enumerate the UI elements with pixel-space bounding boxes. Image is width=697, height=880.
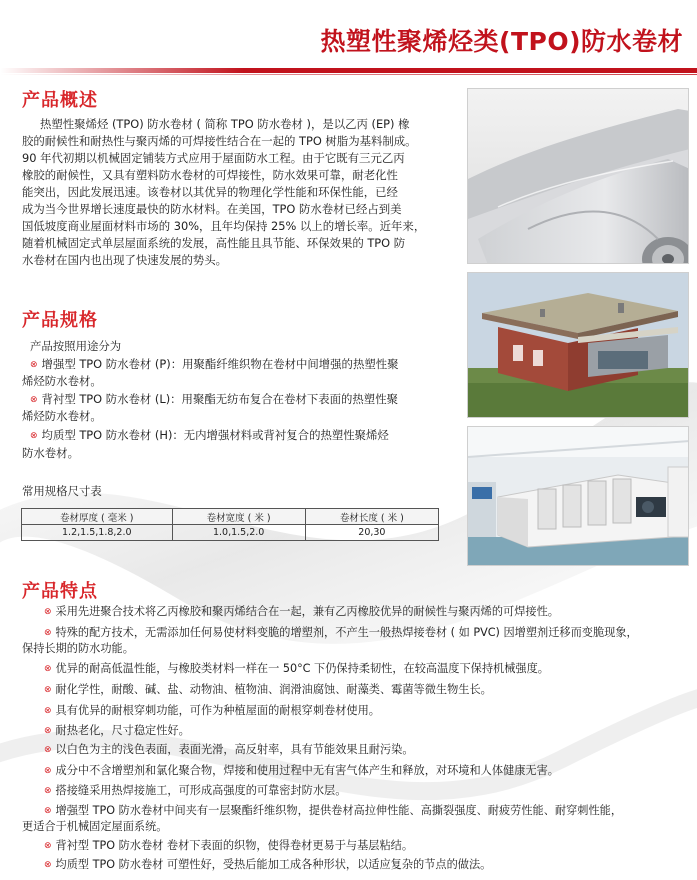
- col-thickness: 卷材厚度 ( 毫米 ): [22, 509, 173, 525]
- spec-item-cont: 防水卷材。: [22, 446, 79, 460]
- feature-item: ⊗ 以白色为主的浅色表面，表面光滑，高反射率，具有节能效果且耐污染。: [44, 743, 414, 756]
- feature-item: ⊗ 特殊的配方技术，无需添加任何易使材料变脆的增塑剂，不产生一般热焊接卷材 ( 如 PVC) 因增塑剂迁移而变脆现象，: [44, 626, 638, 639]
- cell-width: 1.0,1.5,2.0: [172, 525, 305, 541]
- specs-heading: 产品规格: [22, 310, 98, 331]
- bullet-icon: ⊗: [44, 607, 52, 617]
- overview-line: 水卷材在国内也出现了快速发展的势头。: [22, 253, 228, 267]
- membrane-rolls-photo: [467, 88, 689, 264]
- bullet-icon: ⊗: [44, 860, 52, 870]
- bullet-icon: ⊗: [44, 664, 52, 674]
- bullet-icon: ⊗: [44, 841, 52, 851]
- bullet-icon: ⊗: [44, 685, 52, 695]
- feature-item: ⊗ 搭接缝采用热焊接施工，可形成高强度的可靠密封防水层。: [44, 784, 347, 797]
- overview-line: 橡胶的耐候性，又具有塑料防水卷材的可焊接性，防水效果可靠，耐老化性: [22, 168, 398, 182]
- bullet-icon: ⊗: [44, 745, 52, 755]
- title-rule-thin: [0, 74, 697, 75]
- feature-item: ⊗ 成分中不含增塑剂和氯化聚合物，焊接和使用过程中无有害气体产生和释放，对环境和人体健康无害。: [44, 764, 559, 777]
- feature-item: ⊗ 具有优异的耐根穿刺功能，可作为种植屋面的耐根穿刺卷材使用。: [44, 704, 380, 717]
- roof-house-photo: [467, 272, 689, 418]
- features-heading: 产品特点: [22, 581, 98, 602]
- bullet-icon: ⊗: [44, 628, 52, 638]
- spec-item-cont: 烯烃防水卷材。: [22, 374, 102, 388]
- overview-line: 成为当今世界增长速度最快的防水材料。在美国，TPO 防水卷材已经占到美: [22, 202, 402, 216]
- page-title: 热塑性聚烯烃类(TPO)防水卷材: [320, 27, 683, 56]
- spec-size-table: [21, 508, 439, 541]
- table-caption: 常用规格尺寸表: [22, 484, 102, 498]
- feature-item: ⊗ 增强型 TPO 防水卷材中间夹有一层聚酯纤维织物，提供卷材高拉伸性能、高撕裂强度、耐疲劳性能、耐穿刺性能，: [44, 804, 623, 817]
- bullet-icon: ⊗: [44, 766, 52, 776]
- specs-intro: 产品按照用途分为: [30, 339, 122, 353]
- overview-line: 随着机械固定式单层屋面系统的发展，高性能且具节能、环保效果的 TPO 防: [22, 236, 406, 250]
- cell-length: 20,30: [305, 525, 438, 541]
- col-length: 卷材长度 ( 米 ): [305, 509, 438, 525]
- bullet-icon: ⊗: [44, 726, 52, 736]
- overview-line: 胶的耐候性和耐热性与聚丙烯的可焊接性结合在一起的 TPO 树脂为基料制成。: [22, 134, 417, 148]
- bullet-icon: ⊗: [30, 360, 38, 370]
- overview-heading: 产品概述: [22, 90, 98, 111]
- overview-line: 90 年代初期以机械固定铺装方式应用于屋面防水工程。由于它既有三元乙丙: [22, 151, 405, 165]
- spec-item: ⊗ 增强型 TPO 防水卷材 (P)：用聚酯纤维织物在卷材中间增强的热塑性聚: [30, 357, 399, 371]
- feature-item: ⊗ 耐化学性，耐酸、碱、盐、动物油、植物油、润滑油腐蚀、耐藻类、霉菌等微生物生长。: [44, 683, 492, 696]
- bullet-icon: ⊗: [30, 395, 38, 405]
- feature-item: ⊗ 耐热老化，尺寸稳定性好。: [44, 724, 190, 737]
- col-width: 卷材宽度 ( 米 ): [172, 509, 305, 525]
- feature-item: ⊗ 采用先进聚合技术将乙丙橡胶和聚丙烯结合在一起，兼有乙丙橡胶优异的耐候性与聚丙烯的可焊接性。: [44, 605, 559, 618]
- title-rule: [0, 68, 697, 73]
- table-header-row: [22, 509, 439, 525]
- overview-line: 国低坡度商业屋面材料市场的 30%，且年均保持 25% 以上的增长率。近年来，: [22, 219, 426, 233]
- feature-item: ⊗ 优异的耐高低温性能，与橡胶类材料一样在一 50°C 下仍保持柔韧性，在较高温度下保持机械强度。: [44, 662, 549, 675]
- overview-line: 能突出，因此发展迅速。该卷材以其优异的物理化学性能和环保性能，已经: [22, 185, 398, 199]
- bullet-icon: ⊗: [44, 806, 52, 816]
- bullet-icon: ⊗: [44, 706, 52, 716]
- feature-item-cont: 保持长期的防水功能。: [22, 642, 134, 655]
- spec-item: ⊗ 均质型 TPO 防水卷材 (H)：无内增强材料或背衬复合的热塑性聚烯烃: [30, 428, 389, 442]
- feature-item: ⊗ 均质型 TPO 防水卷材 可塑性好，受热后能加工成各种形状，以适应复杂的节点的做法。: [44, 858, 492, 871]
- feature-item-cont: 更适合于机械固定屋面系统。: [22, 820, 168, 833]
- table-row: [22, 525, 439, 541]
- overview-line: 热塑性聚烯烃 (TPO) 防水卷材 ( 简称 TPO 防水卷材 )，是以乙丙 (EP) 橡: [40, 117, 410, 131]
- bullet-icon: ⊗: [30, 431, 38, 441]
- bullet-icon: ⊗: [44, 786, 52, 796]
- feature-item: ⊗ 背衬型 TPO 防水卷材 卷材下表面的织物，使得卷材更易于与基层粘结。: [44, 839, 414, 852]
- cell-thickness: 1.2,1.5,1.8,2.0: [22, 525, 173, 541]
- production-line-photo: [467, 426, 689, 566]
- spec-item-cont: 烯烃防水卷材。: [22, 409, 102, 423]
- spec-item: ⊗ 背衬型 TPO 防水卷材 (L)：用聚酯无纺布复合在卷材下表面的热塑性聚: [30, 392, 398, 406]
